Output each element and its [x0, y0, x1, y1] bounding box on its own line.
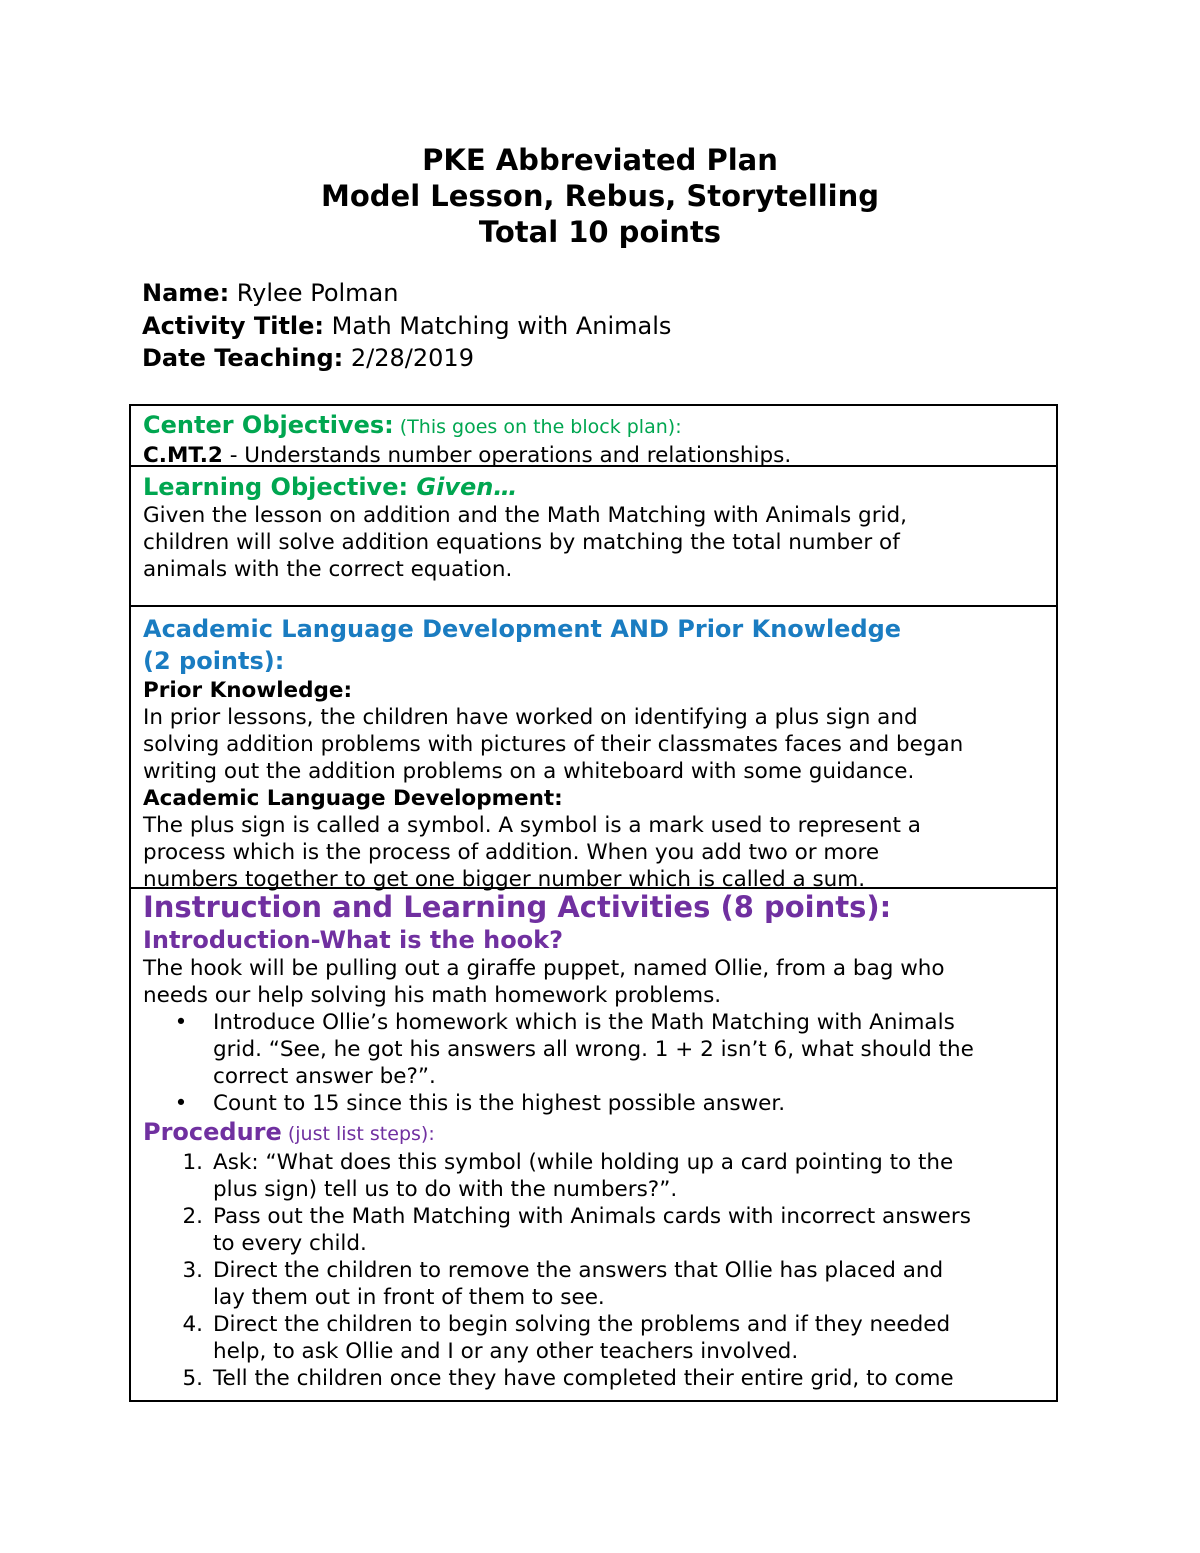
step-line: Direct the children to remove the answers that Ollie has placed and: [213, 1258, 944, 1283]
center-objectives-colon: :: [675, 416, 682, 438]
bullet-line: Introduce Ollie’s homework which is the Math Matching with Animals: [213, 1010, 955, 1035]
objective-code: C.MT.2: [143, 443, 223, 468]
learning-objective-line: animals with the correct equation.: [143, 557, 513, 582]
step-line: help, to ask Ollie and I or any other teachers involved.: [213, 1339, 799, 1364]
procedure-heading: [143, 1117, 1044, 1149]
step-line: Ask: “What does this symbol (while holding up a card pointing to the: [213, 1150, 954, 1175]
date-teaching-label: Date Teaching:: [142, 344, 344, 372]
step-number: 3.: [182, 1258, 203, 1283]
bullet-line: grid. “See, he got his answers all wrong. 1 + 2 isn’t 6, what should the: [213, 1037, 974, 1062]
bullet-line: correct answer be?”.: [213, 1064, 436, 1089]
academic-language-development-line: process which is the process of addition. When you add two or more: [143, 840, 880, 865]
activity-title-label: Activity Title:: [142, 312, 325, 340]
academic-language-development-label: Academic Language Development:: [143, 786, 563, 811]
procedure-step: [143, 1311, 1044, 1365]
procedure-label: Procedure: [143, 1118, 282, 1146]
procedure-step: [143, 1365, 1044, 1392]
learning-objective-line: Given the lesson on addition and the Math Matching with Animals grid,: [143, 503, 907, 528]
document-title-line-2: Model Lesson, Rebus, Storytelling: [320, 179, 879, 213]
step-line: plus sign) tell us to do with the numbers?”.: [213, 1177, 678, 1202]
prior-knowledge-line: In prior lessons, the children have worked on identifying a plus sign and: [143, 705, 918, 730]
center-objectives-heading: [143, 410, 1044, 442]
name-line: [142, 277, 398, 309]
lesson-plan-table: [129, 404, 1058, 1402]
step-line: to every child.: [213, 1231, 367, 1256]
procedure-step: [143, 1257, 1044, 1311]
activity-title-value: Math Matching with Animals: [324, 312, 672, 340]
academic-language-heading: Academic Language Development AND Prior Knowledge: [143, 615, 902, 643]
hook-line: The hook will be pulling out a giraffe puppet, named Ollie, from a bag who: [143, 956, 945, 981]
date-teaching-value: 2/28/2019: [343, 344, 474, 372]
center-objectives-label: Center Objectives:: [143, 411, 394, 439]
prior-knowledge-label: Prior Knowledge:: [143, 678, 353, 703]
instruction-heading: Instruction and Learning Activities (8 points):: [143, 890, 892, 924]
activity-title-line: [142, 310, 671, 342]
bullet-marker: •: [174, 1010, 188, 1035]
academic-language-development-line: The plus sign is called a symbol. A symbol is a mark used to represent a: [143, 813, 921, 838]
step-number: 2.: [182, 1204, 203, 1229]
name-value: Rylee Polman: [229, 279, 399, 307]
hook-line: needs our help solving his math homework problems.: [143, 983, 722, 1008]
step-line: Pass out the Math Matching with Animals cards with incorrect answers: [213, 1204, 971, 1229]
name-label: Name:: [142, 279, 230, 307]
document-title-line-3: Total 10 points: [478, 215, 722, 249]
prior-knowledge-line: writing out the addition problems on a whiteboard with some guidance.: [143, 759, 915, 784]
block-plan-note: (This goes on the block plan): [393, 416, 676, 438]
document-title-line-1: PKE Abbreviated Plan: [422, 143, 778, 177]
bullet-line: Count to 15 since this is the highest possible answer.: [213, 1091, 786, 1116]
center-objective-text: [143, 442, 1044, 469]
learning-objective-section: [131, 467, 1056, 607]
procedure-step: [143, 1203, 1044, 1257]
learning-objective-given: Given…: [416, 473, 518, 501]
center-objectives-section: [131, 406, 1056, 467]
step-number: 4.: [182, 1312, 203, 1337]
prior-knowledge-line: solving addition problems with pictures of their classmates faces and began: [143, 732, 964, 757]
step-line: Direct the children to begin solving the problems and if they needed: [213, 1312, 951, 1337]
procedure-step: [143, 1149, 1044, 1203]
step-line: lay them out in front of them to see.: [213, 1285, 605, 1310]
academic-language-section: [131, 607, 1056, 892]
academic-language-points: (2 points):: [143, 647, 285, 675]
introduction-heading: Introduction-What is the hook?: [143, 926, 564, 954]
learning-objective-heading: [143, 471, 1044, 502]
step-number: 1.: [182, 1150, 203, 1175]
bullet-marker: •: [174, 1091, 188, 1116]
step-number: 5.: [182, 1366, 203, 1391]
bullet-item: [143, 1090, 1044, 1117]
learning-objective-line: children will solve addition equations by matching the total number of: [143, 530, 900, 555]
procedure-note: (just list steps):: [281, 1123, 435, 1145]
learning-objective-label: Learning Objective:: [143, 473, 417, 501]
step-line: Tell the children once they have completed their entire grid, to come: [213, 1366, 954, 1391]
bullet-item: [143, 1009, 1044, 1090]
date-teaching-line: [142, 342, 474, 374]
instruction-section: [131, 889, 1056, 1400]
objective-description: - Understands number operations and relationships.: [222, 443, 792, 468]
academic-language-development-line: numbers together to get one bigger number which is called a sum.: [143, 867, 866, 892]
